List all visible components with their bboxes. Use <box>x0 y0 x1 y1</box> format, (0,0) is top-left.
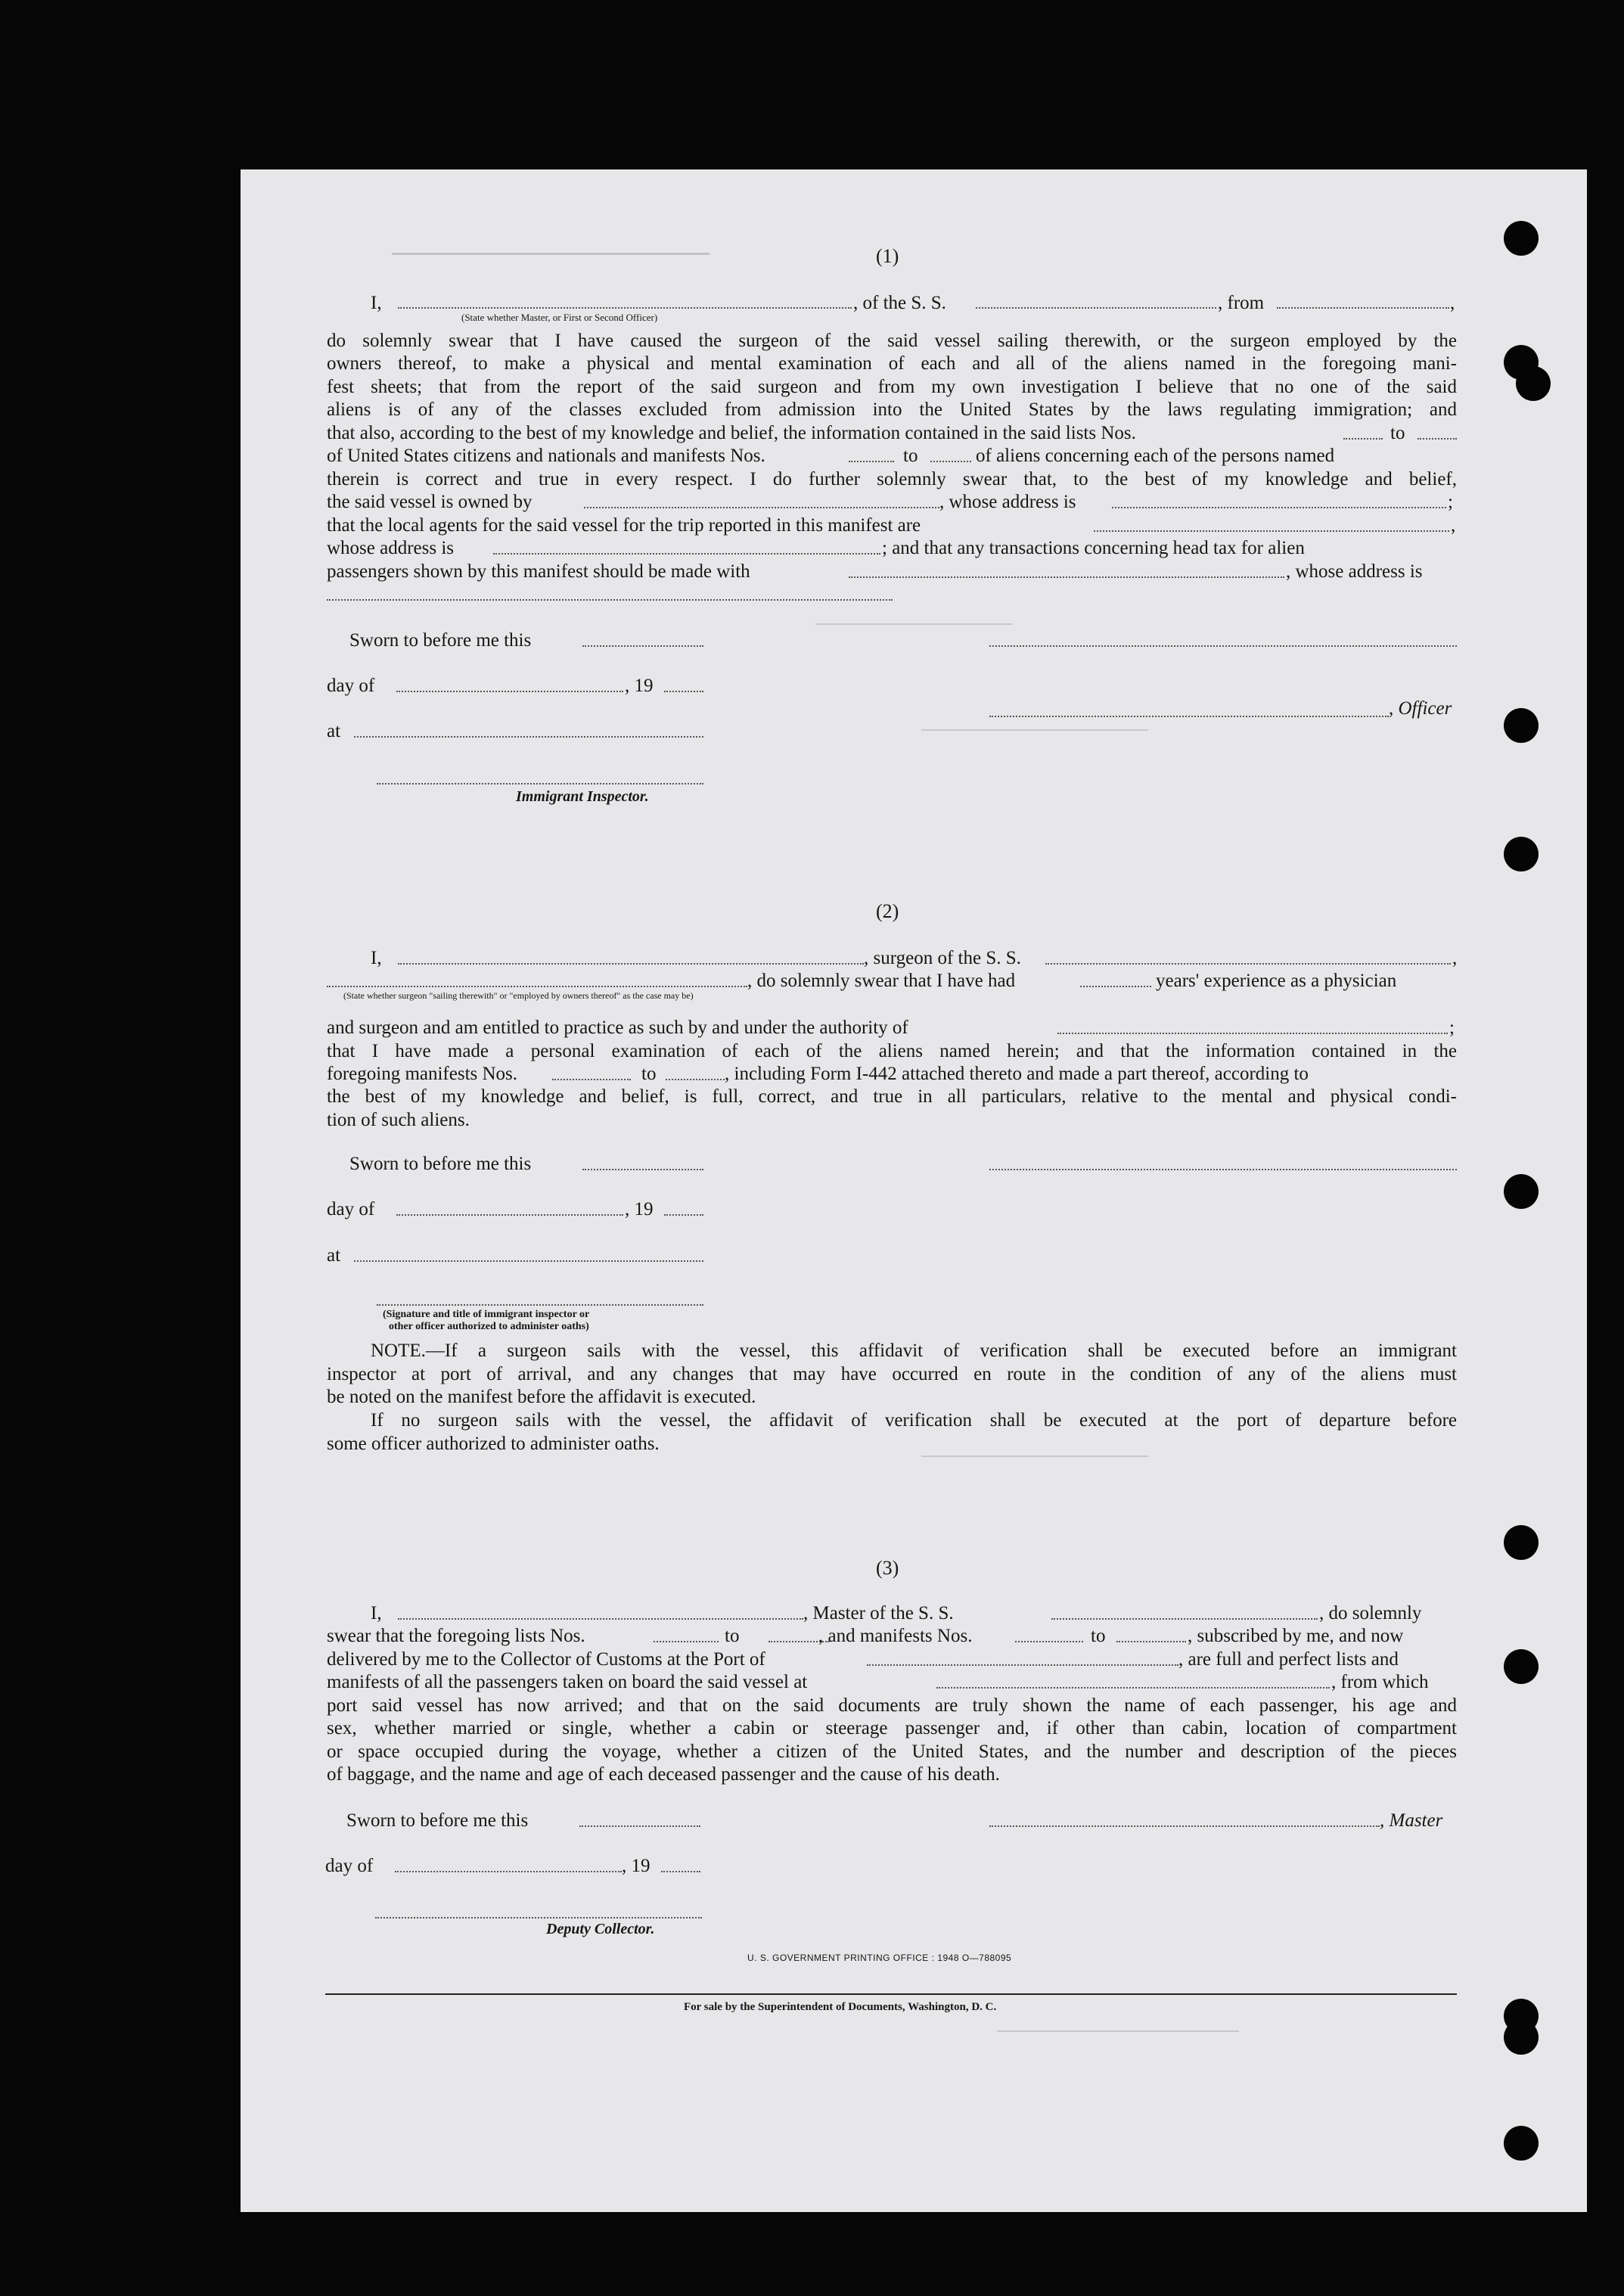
s2-place-field[interactable] <box>354 1259 703 1262</box>
s2-note: inspector at port of arrival, and any changes that may have occurred en route in the condition of any of the aliens must <box>327 1364 1457 1384</box>
vessel-name-field[interactable] <box>976 306 1216 309</box>
s3-sworn: Sworn to before me this <box>346 1810 529 1831</box>
s2-line1-comma: , <box>1452 948 1458 968</box>
contact-address-field[interactable] <box>327 598 893 601</box>
lists-from-field[interactable] <box>1343 437 1383 440</box>
agent-address-field[interactable] <box>493 551 880 555</box>
authority-field[interactable] <box>1057 1031 1448 1034</box>
port-field[interactable] <box>867 1663 1178 1666</box>
punch-hole <box>1504 2020 1539 2055</box>
s3-lists-from-field[interactable] <box>654 1639 719 1642</box>
from-port-field[interactable] <box>1277 306 1449 309</box>
s3-line1-swear: , do solemnly <box>1319 1603 1422 1623</box>
s2-form: , including Form I-442 attached thereto and made a part thereof, according to <box>725 1064 1309 1084</box>
s1-sworn: Sworn to before me this <box>349 630 532 651</box>
section-2-heading: (2) <box>876 900 899 922</box>
s1-semicolon: ; <box>1448 492 1453 512</box>
s1-sworn-day-field[interactable] <box>582 644 703 647</box>
officer-rank-field[interactable] <box>398 306 852 309</box>
s3-line1-i: I, <box>371 1603 382 1623</box>
s1-line1-from: , from <box>1218 293 1265 313</box>
s1-year-field[interactable] <box>664 689 703 692</box>
s1-year: , 19 <box>625 676 654 696</box>
punch-hole <box>1516 366 1551 401</box>
s1-owner-address: , whose address is <box>939 492 1076 512</box>
s3-para-line: or space occupied during the voyage, whether a citizen of the United States, and the number and description of the pieces <box>327 1741 1457 1762</box>
punch-hole <box>1504 708 1539 743</box>
s3-manifests-from-field[interactable] <box>1015 1639 1083 1642</box>
s2-note: If no surgeon sails with the vessel, the affidavit of verification shall be executed at the port of departure before <box>371 1410 1457 1431</box>
printing-office: U. S. GOVERNMENT PRINTING OFFICE : 1948 O—788095 <box>747 1953 1012 1963</box>
s2-manifests-from-field[interactable] <box>552 1077 631 1080</box>
section-1-heading: (1) <box>876 245 899 267</box>
s2-line2-physician: years' experience as a physician <box>1156 971 1397 991</box>
s2-authority: and surgeon and am entitled to practice as such by and under the authority of <box>327 1018 908 1038</box>
s1-manifests-text: of United States citizens and nationals and manifests Nos. <box>327 446 765 466</box>
s3-manifests-to: to <box>1091 1626 1106 1646</box>
agents-field[interactable] <box>1094 529 1449 532</box>
s3-from-which: , from which <box>1331 1672 1429 1692</box>
s3-vessel-name-field[interactable] <box>1051 1617 1318 1620</box>
s3-collector-label: Deputy Collector. <box>546 1921 655 1937</box>
s3-para-line: of baggage, and the name and age of each deceased passenger and the cause of his death. <box>327 1764 1000 1785</box>
s3-month-field[interactable] <box>395 1869 622 1872</box>
s1-para-line: fest sheets; that from the report of the said surgeon and from my own investigation I believe that no one of the said <box>327 377 1457 397</box>
s2-sig-note2: other officer authorized to administer oaths) <box>389 1321 589 1332</box>
s1-inspector-label: Immigrant Inspector. <box>516 788 649 805</box>
s2-line2-note: (State whether surgeon "sailing therewith" or "employed by owners thereof" as the case may be) <box>343 990 694 1001</box>
owner-address-field[interactable] <box>1112 505 1446 508</box>
s1-lists-text: that also, according to the best of my knowledge and belief, the information contained in the said lists Nos. <box>327 423 1136 443</box>
s2-year: , 19 <box>625 1199 654 1219</box>
manifests-to-field[interactable] <box>930 459 971 462</box>
s1-day-of: day of <box>327 676 375 696</box>
s1-para-line: owners thereof, to make a physical and mental examination of each and all of the aliens named in the foregoing mani- <box>327 353 1457 374</box>
section-3-heading: (3) <box>876 1557 899 1579</box>
s2-sworn: Sworn to before me this <box>349 1154 532 1174</box>
punch-hole <box>1504 1649 1539 1684</box>
s1-agents: that the local agents for the said vessel for the trip reported in this manifest are <box>327 515 921 536</box>
s2-para-line: tion of such aliens. <box>327 1110 470 1130</box>
s2-para-line: that I have made a personal examination of each of the aliens named herein; and that the information contained in the <box>327 1041 1457 1061</box>
s1-para-line: aliens is of any of the classes excluded from admission into the United States by the laws regulating immigration; and <box>327 399 1457 420</box>
s1-line1-i: I, <box>371 293 382 313</box>
s3-para-line: sex, whether married or single, whether a cabin or steerage passenger and, if other than cabin, location of compartment <box>327 1718 1457 1738</box>
punch-hole <box>1504 221 1539 256</box>
s2-at: at <box>327 1245 341 1266</box>
s1-at: at <box>327 721 341 741</box>
footer-rule <box>325 1993 1457 1995</box>
punch-hole <box>1504 1525 1539 1560</box>
s2-semicolon: ; <box>1449 1018 1455 1038</box>
s2-manifests-to-field[interactable] <box>666 1077 725 1080</box>
s1-line1-ship: , of the S. S. <box>853 293 946 313</box>
s2-manifests-to: to <box>641 1064 657 1084</box>
punch-hole <box>1504 837 1539 871</box>
s2-sig-note1: (Signature and title of immigrant inspector or <box>383 1309 590 1320</box>
s1-para-line: therein is correct and true in every respect. I do further solemnly swear that, to the best of my knowledge and belief, <box>327 469 1457 489</box>
s1-whose-address: , whose address is <box>1286 561 1423 582</box>
s3-lists-to: to <box>725 1626 740 1646</box>
s2-line1-ship: , surgeon of the S. S. <box>864 948 1021 968</box>
s3-manifests: , and manifests Nos. <box>818 1626 973 1646</box>
s2-manifests: foregoing manifests Nos. <box>327 1064 518 1084</box>
surgeon-status-field[interactable] <box>327 984 747 987</box>
s3-para-line: port said vessel has now arrived; and that on the said documents are truly shown the name of each passenger, his age and <box>327 1695 1457 1716</box>
owner-field[interactable] <box>584 505 939 508</box>
s3-subscribed: , subscribed by me, and now <box>1188 1626 1404 1646</box>
s1-agent-address: whose address is <box>327 538 455 558</box>
head-tax-contact-field[interactable] <box>849 575 1284 578</box>
s2-year-field[interactable] <box>664 1213 703 1216</box>
s3-year-field[interactable] <box>661 1869 700 1872</box>
s3-master-label: , Master <box>1380 1810 1443 1831</box>
s2-day-of: day of <box>327 1199 375 1219</box>
s2-para-line: the best of my knowledge and belief, is full, correct, and true in all particulars, relative to the mental and physical condi- <box>327 1086 1457 1107</box>
s1-owned-by: the said vessel is owned by <box>327 492 533 512</box>
s3-manifests-to-field[interactable] <box>1116 1639 1186 1642</box>
s1-officer-title-field[interactable] <box>989 714 1389 717</box>
s3-year: , 19 <box>622 1856 651 1876</box>
s1-month-field[interactable] <box>396 689 623 692</box>
s1-officer-signature-field[interactable] <box>989 644 1457 647</box>
master-name-field[interactable] <box>398 1617 803 1620</box>
s3-sworn-day-field[interactable] <box>579 1824 700 1827</box>
s2-note: be noted on the manifest before the affidavit is executed. <box>327 1387 756 1407</box>
s2-surgeon-signature-field[interactable] <box>989 1167 1457 1170</box>
s1-officer-label: , Officer <box>1389 698 1452 719</box>
surgeon-name-field[interactable] <box>398 962 864 965</box>
s2-note: some officer authorized to administer oaths. <box>327 1434 660 1454</box>
s1-agents-comma: , <box>1451 515 1456 536</box>
s1-inspector-signature-field[interactable] <box>377 781 703 784</box>
s1-head-tax: ; and that any transactions concerning head tax for alien <box>882 538 1305 558</box>
s3-collector: delivered by me to the Collector of Customs at the Port of <box>327 1649 765 1670</box>
s2-sworn-day-field[interactable] <box>582 1167 703 1170</box>
s1-manifests-rest: of aliens concerning each of the persons named <box>976 446 1335 466</box>
s3-lists: swear that the foregoing lists Nos. <box>327 1626 585 1646</box>
s3-day-of: day of <box>325 1856 374 1876</box>
s1-lists-to: to <box>1390 423 1405 443</box>
embarkation-port-field[interactable] <box>936 1685 1330 1689</box>
s2-line2-swear: , do solemnly swear that I have had <box>747 971 1016 991</box>
s3-master-signature-field[interactable] <box>989 1824 1380 1827</box>
punch-hole <box>1504 1174 1539 1209</box>
s1-para-line: do solemnly swear that I have caused the surgeon of the said vessel sailing therewith, or the surgeon employed by the <box>327 331 1457 351</box>
s2-line1-i: I, <box>371 948 382 968</box>
s1-manifests-to: to <box>903 446 918 466</box>
s1-place-field[interactable] <box>354 735 703 738</box>
s1-line1-comma: , <box>1450 293 1455 313</box>
s3-taken-on-board: manifests of all the passengers taken on board the said vessel at <box>327 1672 808 1692</box>
lists-to-field[interactable] <box>1418 437 1457 440</box>
s2-vessel-name-field[interactable] <box>1045 962 1451 965</box>
s3-line1-ship: , Master of the S. S. <box>803 1603 954 1623</box>
years-experience-field[interactable] <box>1080 984 1151 987</box>
s2-note: NOTE.—If a surgeon sails with the vessel, this affidavit of verification shall be executed before an immigrant <box>371 1341 1457 1361</box>
s2-officer-signature-field[interactable] <box>377 1303 703 1306</box>
s2-month-field[interactable] <box>396 1213 623 1216</box>
s3-perfect: , are full and perfect lists and <box>1178 1649 1399 1670</box>
s1-line1-note: (State whether Master, or First or Second Officer) <box>461 312 658 323</box>
manifests-from-field[interactable] <box>849 459 894 462</box>
s1-passengers: passengers shown by this manifest should be made with <box>327 561 750 582</box>
sale-notice: For sale by the Superintendent of Documents, Washington, D. C. <box>684 2001 997 2013</box>
punch-hole <box>1504 2126 1539 2161</box>
